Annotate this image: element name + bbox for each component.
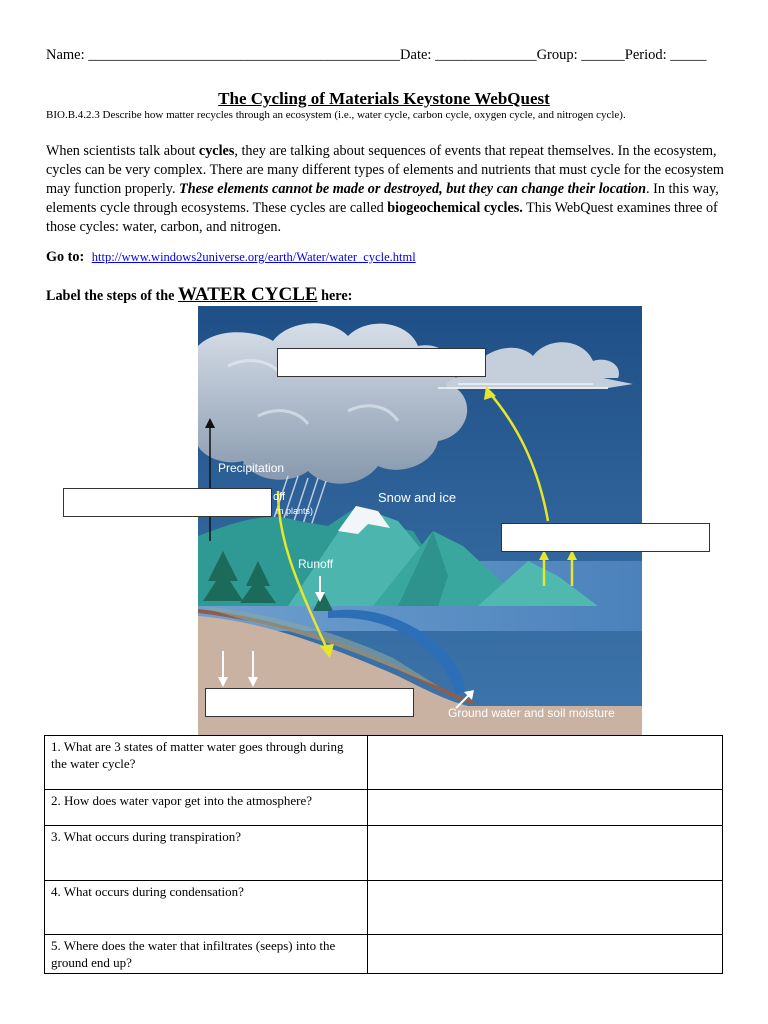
- label-heading-post: here:: [317, 288, 353, 304]
- label-box-precipitation[interactable]: [63, 488, 272, 517]
- label-box-infiltration[interactable]: [205, 688, 414, 717]
- question-cell: 4. What occurs during condensation?: [45, 881, 368, 935]
- table-row: [45, 736, 723, 790]
- label-partial-1: off: [273, 491, 286, 503]
- question-cell: 2. How does water vapor get into the atmosphere?: [45, 790, 368, 826]
- page-title: The Cycling of Materials Keystone WebQuest: [218, 89, 550, 108]
- standard-text: BIO.B.4.2.3 Describe how matter recycles through an ecosystem (i.e., water cycle, carbon cycle, oxygen cycle, and nitrogen cycle).: [46, 109, 626, 121]
- period-label: Period:: [624, 47, 667, 63]
- label-heading-big: WATER CYCLE: [178, 284, 318, 305]
- name-blank[interactable]: ___________________________________________: [88, 47, 401, 63]
- answer-cell[interactable]: [368, 826, 723, 881]
- goto-line: [46, 249, 416, 266]
- period-blank[interactable]: _____: [670, 47, 707, 63]
- intro-text-4: This WebQuest examines three of those cycles: water, carbon, and nitrogen.: [46, 200, 718, 235]
- label-partial-2: m plants): [276, 506, 314, 516]
- intro-bold-biogeochemical: biogeochemical cycles.: [387, 200, 523, 216]
- date-blank[interactable]: ______________: [435, 47, 537, 63]
- label-heading: [46, 284, 352, 306]
- header-fields: [46, 47, 707, 64]
- intro-text-2: , they are talking about sequences of events that repeat themselves. In the ecosystem, cycles can be very complex. There are many different types of elements and nutrients that must cycle for the ecosystem may function properly.: [46, 143, 724, 197]
- intro-paragraph: [46, 142, 726, 237]
- table-row: [45, 826, 723, 881]
- answer-cell[interactable]: [368, 935, 723, 974]
- goto-link[interactable]: http://www.windows2universe.org/earth/Water/water_cycle.html: [91, 250, 416, 264]
- intro-bold-italic: These elements cannot be made or destroyed, but they can change their location: [179, 181, 647, 197]
- label-ground-water: Ground water and soil moisture: [448, 706, 615, 720]
- goto-label: Go to:: [46, 249, 85, 265]
- label-precipitation: Precipitation: [218, 461, 285, 475]
- question-cell: 1. What are 3 states of matter water goes through during the water cycle?: [45, 736, 368, 790]
- questions-table: [44, 735, 723, 974]
- answer-cell[interactable]: [368, 881, 723, 935]
- label-heading-pre: Label the steps of the: [46, 288, 179, 304]
- label-runoff: Runoff: [298, 557, 334, 571]
- table-row: [45, 790, 723, 826]
- intro-text-1: When scientists talk about: [46, 143, 199, 159]
- group-label: Group:: [536, 47, 578, 63]
- table-row: [45, 881, 723, 935]
- question-cell: 3. What occurs during transpiration?: [45, 826, 368, 881]
- date-label: Date:: [400, 47, 432, 63]
- intro-text-3: . In this way, elements cycle through ecosystems. These cycles are called: [46, 181, 719, 216]
- answer-cell[interactable]: [368, 790, 723, 826]
- answer-cell[interactable]: [368, 736, 723, 790]
- label-box-evaporation[interactable]: [501, 523, 710, 552]
- group-blank[interactable]: ______: [581, 47, 625, 63]
- label-snow-ice: Snow and ice: [378, 490, 457, 505]
- question-cell: 5. Where does the water that infiltrates (seeps) into the ground end up?: [45, 935, 368, 974]
- table-row: [45, 935, 723, 974]
- name-label: Name:: [46, 47, 85, 63]
- label-box-condensation[interactable]: [277, 348, 486, 377]
- intro-bold-cycles: cycles: [198, 143, 235, 159]
